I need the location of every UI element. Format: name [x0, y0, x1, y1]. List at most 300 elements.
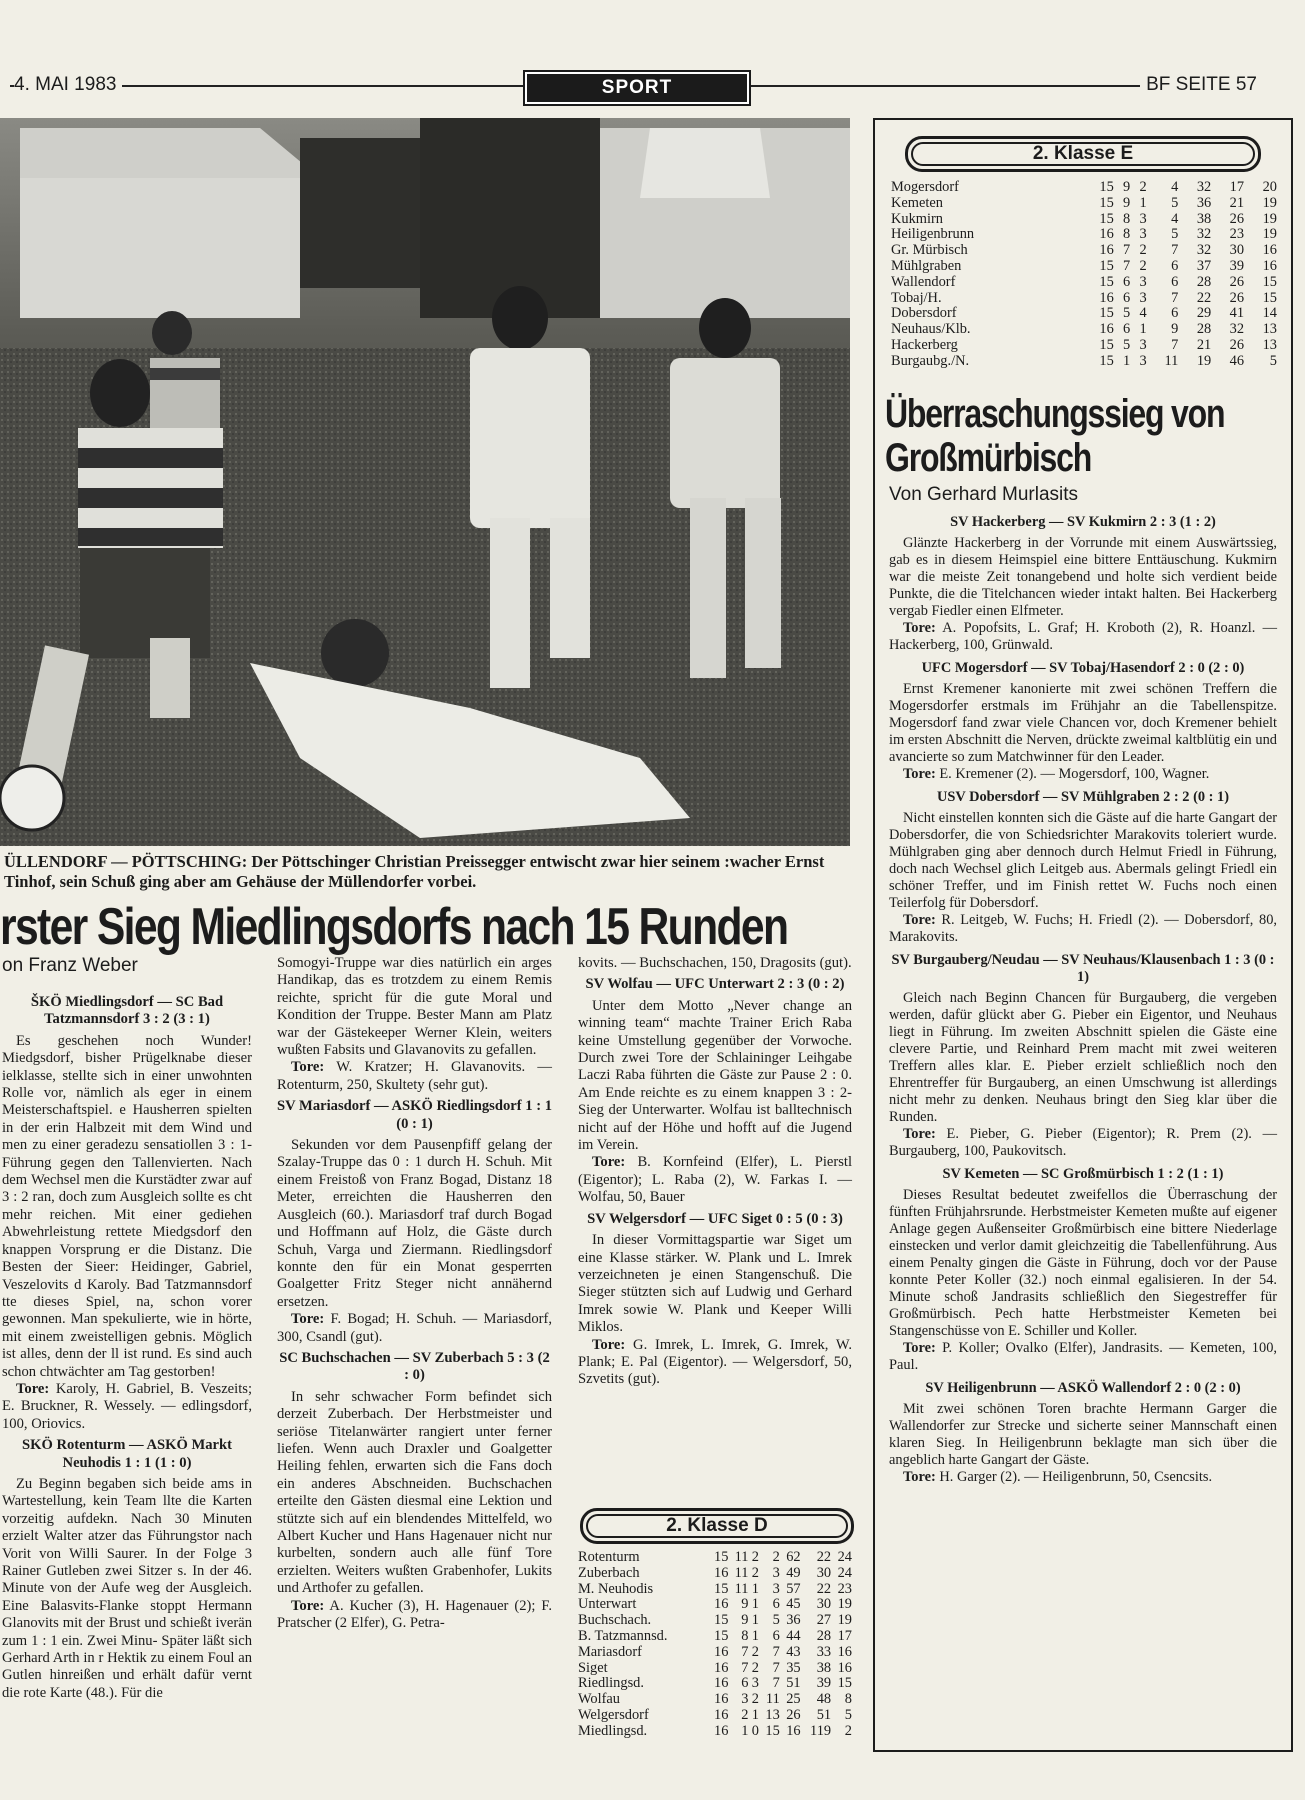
table-row [578, 1708, 852, 1724]
goals-label: Tore: [903, 1339, 936, 1356]
table-row [578, 1582, 852, 1598]
team-name: Siget [578, 1659, 608, 1676]
paragraph: Gleich nach Beginn Chancen für Burgauberg, die vergeben werden, dafür glückt aber G. Pieber ein Eigentor, und Neuhaus liegt in Führung. Im zweiten Abschnitt spielen die Gäste eine clevere Partie, und Reinhard Prem macht mit zwei weiteren Treffern alles klar. E. Pieber erzielt schließlich noch den Ehrentreffer für Burgauberg, an einen Umschwung ist allerdings nicht mehr zu denken. Neuhaus bringt den Sieg klar über die Runden. [889, 989, 1277, 1125]
stat-cell: 39 [816, 1675, 832, 1692]
team-name: Kukmirn [891, 210, 943, 227]
stat-cell: 7 [1171, 336, 1179, 353]
table-title-pill [580, 1508, 854, 1544]
stat-cell: 37 [1196, 257, 1212, 274]
paragraph: Glänzte Hackerberg in der Vorrunde mit einem Auswärtssieg, gab es in diesem Heimspiel eine bittere Enttäuschung. Kukmirn war die meiste Zeit tonangebend und holte sich verdient beide Punkte, die die Titelchancen wieder intakt halten. Bei Hackerberg vergab Fiedler einen Elfmeter. [889, 534, 1277, 619]
stat-cell: 11 [734, 1549, 749, 1565]
stat-cell: 15 [1099, 194, 1114, 211]
team-name: Kemeten [891, 194, 943, 211]
stat-cell: 3 [741, 1691, 749, 1708]
game-heading: SV Mariasdorf — ASKÖ Riedlingsdorf 1 : 1 (0 : 1) [277, 1098, 553, 1132]
team-name: Unterwart [578, 1596, 637, 1613]
game-heading: SV Welgersdorf — UFC Siget 0 : 5 (0 : 3) [587, 1210, 843, 1227]
stat-cell: 2 [1139, 242, 1147, 259]
goals-line [889, 1126, 1277, 1160]
stat-cell: 6 [1171, 305, 1179, 322]
goals-label: Tore: [903, 765, 936, 782]
stat-cell: 13 [1262, 336, 1277, 353]
goals-line [277, 1059, 552, 1094]
stat-cell: 26 [1229, 289, 1245, 306]
goals-label: Tore: [903, 1125, 936, 1142]
stat-cell: 2 [844, 1722, 852, 1739]
goals-text: A. Popofsits, L. Graf; H. Kroboth (2), R. Hoanzl. — Hackerberg, 100, Grünwald. [889, 619, 1277, 653]
table-row [578, 1724, 852, 1740]
header-date: 4. MAI 1983 [14, 74, 122, 96]
stat-cell: 4 [1171, 179, 1179, 195]
stat-cell: 32 [1196, 226, 1212, 243]
goals-text: G. Imrek, L. Imrek, G. Imrek, W. Plank; E. Pal (Eigentor). — Welgersdorf, 50, Szvetits (gut). [578, 1336, 852, 1388]
stat-cell: 27 [816, 1612, 832, 1629]
stat-cell: 19 [1262, 210, 1277, 227]
table-row [578, 1597, 852, 1613]
stat-cell: 33 [816, 1643, 832, 1660]
stat-cell: 11 [734, 1580, 749, 1597]
stat-cell: 23 [1229, 226, 1245, 243]
stat-cell: 16 [1099, 321, 1114, 338]
table-row [578, 1629, 852, 1645]
stat-cell: 8 [844, 1691, 852, 1708]
stat-cell: 16 [1099, 289, 1114, 306]
stat-cell: 24 [837, 1564, 852, 1581]
stat-cell: 14 [1262, 305, 1277, 322]
team-name: Burgaubg./N. [891, 352, 970, 369]
stat-cell: 51 [816, 1706, 832, 1723]
stat-cell: 16 [1262, 257, 1277, 274]
stat-cell: 7 [741, 1643, 749, 1660]
stat-cell: 15 [1099, 305, 1114, 322]
table-title: 2. Klasse E [1032, 143, 1134, 164]
stat-cell: 7 [741, 1659, 749, 1676]
stat-cell: 41 [1229, 305, 1245, 322]
paragraph: Es geschehen noch Wunder! Miedgsdorf, bisher Prügelknabe dieser ielklasse, stellte sich in einer unwohnten Rolle vor, nämlich als eger in einem Meisterschaftspiel. e Hausherren spielten in der erin Halbzeit mit dem Wind und men zu einer geradezu sensatiollen 3 : 1-Führung gegen den Tallenvierten. Nach dem Wechsel men die Kurstädter zwar auf 3 : 2 ran, doch zum Ausgleich sollte es cht mehr reichen. Mit einer gediehen Abwehrleistung rettete Miedgsdorf den knappen Vorsprung er die Distanz. Die Besten der Sieer: Heidinger, Gabriel, Veszelovits d Karoly. Bad Tatzmannsdorf tte dieses Spiel, na, schon vorer gewonnen. Man spekulierte, wie in hörte, mit einem zweistelligen gebnis. Möglich ist alles, denn der ll ist rund. Es sind auch schon chtwächter am Tag gestorben! [2, 1032, 252, 1380]
stat-cell: 46 [1229, 352, 1245, 369]
table-row [891, 180, 1277, 196]
table-row [891, 243, 1277, 259]
stat-cell: 15 [1099, 257, 1114, 274]
game-heading: SV Hackerberg — SV Kukmirn 2 : 3 (1 : 2) [950, 513, 1216, 530]
team-name: Mariasdorf [578, 1643, 642, 1660]
stat-cell: 15 [1262, 273, 1277, 290]
goals-line [578, 1337, 852, 1389]
stat-cell: 21 [1196, 336, 1212, 353]
team-name: Wolfau [578, 1691, 620, 1708]
stat-cell: 38 [816, 1659, 832, 1676]
table-row [578, 1676, 852, 1692]
stat-cell: 2 [751, 1659, 759, 1676]
stat-cell: 6 [772, 1596, 780, 1613]
paragraph: Somogyi-Truppe war dies natürlich ein arges Handikap, das es trotzdem zu einem Remis reichte, spricht für die gute Moral und Kondition der Truppe. Bester Mann am Platz war der Gästekeeper Werner Klein, weiters wußten Fabsits und Glavanovits zu gefallen. [277, 955, 552, 1059]
team-name: Buchschach. [578, 1612, 652, 1629]
stat-cell: 15 [1099, 336, 1114, 353]
stat-cell: 5 [772, 1612, 780, 1629]
stat-cell: 7 [1123, 242, 1131, 259]
stat-cell: 11 [1164, 352, 1179, 369]
paragraph: In sehr schwacher Form befindet sich derzeit Zuberbach. Der Herbstmeister und seriöse Titelanwärter rangiert unter ferner liefen. Wenn auch Draxler und Goalgetter Heiling fehlen, erwarten sich die Fans doch ein anderes Abschneiden. Buchschachen erteilte den Gästen diesmal eine Lektion und stützte sich auf ein blendendes Mittelfeld, wo Albert Kucher und Hans Hagenauer nicht nur kurbelten, sondern auch alle fünf Tore erzielten. Weiters wußten Grabenhofer, Lukits und Arthofer zu gefallen. [277, 1388, 552, 1597]
stat-cell: 8 [1123, 210, 1131, 227]
stat-cell: 2 [1139, 257, 1147, 274]
table-row [891, 196, 1277, 212]
goals-label: Tore: [291, 1311, 325, 1328]
table-row [891, 322, 1277, 338]
stat-cell: 5 [1123, 305, 1131, 322]
stat-cell: 9 [741, 1612, 749, 1629]
goals-line [578, 1154, 852, 1206]
table-row [891, 212, 1277, 228]
paragraph: Nicht einstellen konnten sich die Gäste auf die harte Gangart der Dobersdorfer, die von Schiedsrichter Marakovits toleriert wurde. Mühlgraben ging aber dennoch durch Helmut Friedl in Führung, doch nach Wechsel glich Leitgeb aus. Abermals gelingt Friedl ein schöner Treffer, und im Finish rettet W. Fuchs noch einen Teilerfolg für Dobersdorf. [889, 809, 1277, 911]
team-name: Wallendorf [891, 273, 956, 290]
goals-label: Tore: [291, 1597, 325, 1614]
goals-label: Tore: [592, 1336, 626, 1353]
sidebar-byline: Von Gerhard Murlasits [889, 483, 1079, 505]
article-column-3 [578, 955, 852, 1389]
stat-cell: 1 [1139, 194, 1147, 211]
game-heading: SV Wolfau — UFC Unterwart 2 : 3 (0 : 2) [585, 976, 845, 993]
team-name: Gr. Mürbisch [891, 242, 968, 259]
stat-cell: 1 [1139, 321, 1147, 338]
stat-cell: 21 [1229, 194, 1245, 211]
goals-text: R. Leitgeb, W. Fuchs; H. Friedl (2). — Dobersdorf, 80, Marakovits. [889, 911, 1277, 945]
stat-cell: 17 [837, 1627, 852, 1644]
paragraph: Mit zwei schönen Toren brachte Hermann Garger die Wallendorfer zur Strecke und sicherte seiner Mannschaft einen klaren Sieg. In Heiligenbrunn beklagte man sich über die angeblich harte Gangart der Gäste. [889, 1400, 1277, 1468]
stat-cell: 28 [1196, 273, 1212, 290]
stat-cell: 19 [1262, 194, 1277, 211]
team-name: Neuhaus/Klb. [891, 321, 971, 338]
section-label: SPORT [525, 72, 749, 104]
stat-cell: 51 [786, 1675, 801, 1692]
sidebar-article [889, 514, 1277, 1486]
stat-cell: 16 [714, 1564, 729, 1581]
stat-cell: 6 [1171, 273, 1179, 290]
stat-cell: 16 [714, 1691, 729, 1708]
stat-cell: 3 [1139, 352, 1147, 369]
stat-cell: 30 [816, 1564, 832, 1581]
stat-cell: 2 [751, 1564, 759, 1581]
stat-cell: 6 [741, 1675, 749, 1692]
stat-cell: 3 [1139, 210, 1147, 227]
team-name: Mühlgraben [891, 257, 962, 274]
match-photo [0, 118, 850, 846]
game-heading: SC Buchschachen — SV Zuberbach 5 : 3 (2 : 0) [279, 1349, 550, 1384]
stat-cell: 15 [1099, 210, 1114, 227]
goals-label: Tore: [291, 1059, 325, 1076]
stat-cell: 1 [751, 1580, 759, 1597]
stat-cell: 15 [837, 1675, 852, 1692]
stat-cell: 2 [751, 1643, 759, 1660]
article-column-2 [277, 955, 552, 1632]
game-heading: USV Dobersdorf — SV Mühlgraben 2 : 2 (0 : 1) [936, 788, 1230, 805]
stat-cell: 7 [1123, 257, 1131, 274]
stat-cell: 26 [786, 1706, 801, 1723]
game-heading: SV Burgauberg/Neudau — SV Neuhaus/Klausenbach 1 : 3 (0 : 1) [891, 951, 1275, 985]
stat-cell: 15 [714, 1627, 729, 1644]
stat-cell: 16 [1262, 242, 1277, 259]
stat-cell: 3 [1139, 273, 1147, 290]
stat-cell: 11 [734, 1564, 749, 1581]
stat-cell: 8 [1123, 226, 1131, 243]
stat-cell: 2 [751, 1691, 759, 1708]
team-name: Tobaj/H. [891, 289, 942, 306]
stat-cell: 15 [1262, 289, 1277, 306]
stat-cell: 15 [714, 1580, 729, 1597]
stat-cell: 39 [1229, 257, 1245, 274]
goals-text: E. Kremener (2). — Mogersdorf, 100, Wagner. [935, 765, 1210, 782]
stat-cell: 15 [714, 1612, 729, 1629]
stat-cell: 11 [765, 1691, 780, 1708]
stat-cell: 1 [751, 1612, 759, 1629]
table-row [578, 1661, 852, 1677]
stat-cell: 5 [1171, 226, 1179, 243]
stat-cell: 1 [751, 1596, 759, 1613]
standings-table [891, 180, 1277, 370]
team-name: Hackerberg [891, 336, 958, 353]
stat-cell: 19 [1262, 226, 1277, 243]
stat-cell: 26 [1229, 336, 1245, 353]
stat-cell: 49 [786, 1564, 801, 1581]
stat-cell: 9 [1171, 321, 1179, 338]
stat-cell: 24 [837, 1549, 852, 1565]
table-row [578, 1692, 852, 1708]
stat-cell: 6 [1123, 289, 1131, 306]
stat-cell: 45 [786, 1596, 801, 1613]
stat-cell: 7 [772, 1643, 780, 1660]
stat-cell: 28 [1196, 321, 1212, 338]
goals-line [889, 620, 1277, 654]
stat-cell: 20 [1262, 179, 1277, 195]
game-heading: UFC Mogersdorf — SV Tobaj/Hasendorf 2 : 0 (2 : 0) [921, 659, 1245, 676]
stat-cell: 57 [786, 1580, 801, 1597]
stat-cell: 2 [741, 1706, 749, 1723]
table-row [891, 291, 1277, 307]
paragraph: Unter dem Motto „Never change an winning team“ machte Trainer Erich Raba keine Umstellung gegenüber der Vorwoche. Durch zwei Tore der Schlaininger Leihgabe Laczi Raba führten die Gäste zur Pause 2 : 0. Am Ende reichte es zu einem knappen 3 : 2-Sieg der Unterwarter. Wolfau ist balltechnisch nicht auf der Höhe und hofft auf die Jugend im Verein. [578, 997, 852, 1154]
team-name: Dobersdorf [891, 305, 957, 322]
stat-cell: 7 [1171, 242, 1179, 259]
stat-cell: 5 [1269, 352, 1277, 369]
stat-cell: 32 [1196, 179, 1212, 195]
stat-cell: 16 [1099, 242, 1114, 259]
stat-cell: 36 [786, 1612, 801, 1629]
stat-cell: 7 [1171, 289, 1179, 306]
stat-cell: 44 [786, 1627, 801, 1644]
stat-cell: 16 [1099, 226, 1114, 243]
paragraph: Zu Beginn begaben sich beide ams in Wartestellung, kein Team llte die Karten vorzeitig aufdekn. Nach 30 Minuten erzielt Walter atzer das Führungstor nach Vorit von Willi Saurer. In der Folge 3 Rainer Gutleben zwei Sitzer s. In der 46. Minute von der Aufe weg der Ausgleich. Eine Balasvits-Flanke stoppt Hermann Glanovits mit der Brust und schießt iverän zum 1 : 1 ein. Zwei Minu- Später läßt sich Gerhard Arth in r Hektik zu einem Foul an Gutlen hinreißen und erhält dafür vernt die rote Karte (48.). Für die [2, 1475, 252, 1701]
main-byline: on Franz Weber [2, 955, 138, 976]
stat-cell: 8 [741, 1627, 749, 1644]
team-name: B. Tatzmannsd. [578, 1627, 668, 1644]
paragraph: In dieser Vormittagspartie war Siget um eine Klasse stärker. W. Plank und L. Imrek verzeichneten je einen Stangenschuß. Die Sieger stützten sich auf Ludwig und Gerhard Imrek sowie W. Plank und Keeper Willi Miklos. [578, 1232, 852, 1336]
stat-cell: 6 [772, 1627, 780, 1644]
stat-cell: 3 [751, 1675, 759, 1692]
stat-cell: 16 [714, 1722, 729, 1739]
goals-label: Tore: [903, 1468, 936, 1485]
paragraph: Dieses Resultat bedeutet zweifellos die Überraschung der fünften Frühjahrsrunde. Herbstmeister Kemeten mußte auf eigener Anlage gegen Außenseiter Großmürbisch eine bittere Niederlage einstecken und verlor damit gleichzeitig die Tabellenführung. Aus einem Penalty gingen die Gäste in Führung, doch vor der Pause konnte Peter Koller (32.) noch einmal egalisieren. In der 54. Minute schoß Jandrasits schließlich den Siegestreffer für Großmürbisch. Pech hatte Herbstmeister Kemeten bei Stangenschüsse von E. Schiller und Koller. [889, 1186, 1277, 1339]
stat-cell: 25 [786, 1691, 801, 1708]
stat-cell: 4 [1139, 305, 1147, 322]
stat-cell: 5 [844, 1706, 852, 1723]
article-column-1 [2, 990, 252, 1702]
stat-cell: 38 [1196, 210, 1212, 227]
photo-caption: ÜLLENDORF — PÖTTSCHING: Der Pöttschinger Christian Preissegger entwischt zwar hier seinem :wacher Ernst Tinhof, sein Schuß ging aber am Gehäuse der Müllendorfer vorbei. [4, 852, 825, 891]
goals-line [889, 912, 1277, 946]
table-row [891, 306, 1277, 322]
stat-cell: 6 [1123, 321, 1131, 338]
stat-cell: 17 [1229, 179, 1245, 195]
stat-cell: 22 [816, 1549, 832, 1565]
goals-text: F. Bogad; H. Schuh. — Mariasdorf, 300, Csandl (gut). [277, 1311, 552, 1345]
stat-cell: 62 [786, 1549, 801, 1565]
paragraph: kovits. — Buchschachen, 150, Dragosits (gut). [578, 955, 852, 971]
stat-cell: 4 [1171, 210, 1179, 227]
stat-cell: 0 [751, 1722, 759, 1739]
stat-cell: 15 [1099, 352, 1114, 369]
stat-cell: 32 [1196, 242, 1212, 259]
table-row [578, 1645, 852, 1661]
stat-cell: 15 [714, 1549, 729, 1565]
stat-cell: 119 [810, 1722, 832, 1739]
stat-cell: 16 [714, 1675, 729, 1692]
team-name: Riedlingsd. [578, 1675, 644, 1692]
goals-text: W. Kratzer; H. Glavanovits. — Rotenturm, 250, Skultety (sehr gut). [277, 1059, 552, 1093]
table-row [891, 338, 1277, 354]
stat-cell: 3 [772, 1580, 780, 1597]
standings-table [578, 1550, 852, 1740]
stat-cell: 15 [765, 1722, 780, 1739]
goals-label: Tore: [903, 619, 936, 636]
stat-cell: 2 [751, 1549, 759, 1565]
table-row [891, 275, 1277, 291]
stat-cell: 23 [837, 1580, 852, 1597]
table-row [578, 1550, 852, 1566]
stat-cell: 7 [772, 1659, 780, 1676]
game-heading: SV Heiligenbrunn — ASKÖ Wallendorf 2 : 0 (2 : 0) [925, 1379, 1241, 1396]
goals-line [889, 766, 1277, 783]
stat-cell: 13 [1262, 321, 1277, 338]
standings-klasse-d [578, 1508, 852, 1740]
stat-cell: 3 [772, 1564, 780, 1581]
stat-cell: 15 [1099, 273, 1114, 290]
stat-cell: 30 [816, 1596, 832, 1613]
goals-line [277, 1598, 552, 1633]
stat-cell: 1 [751, 1627, 759, 1644]
goals-line [889, 1469, 1277, 1486]
page-header [0, 72, 1305, 102]
goals-label: Tore: [16, 1380, 50, 1397]
stat-cell: 48 [816, 1691, 832, 1708]
goals-text: B. Kornfeind (Elfer), L. Pierstl (Eigentor); L. Raba (2), W. Farkas I. — Wolfau, 50, Bauer [578, 1154, 852, 1206]
table-row [891, 227, 1277, 243]
stat-cell: 6 [1171, 257, 1179, 274]
goals-label: Tore: [592, 1154, 626, 1171]
stat-cell: 19 [837, 1596, 852, 1613]
table-row [578, 1566, 852, 1582]
game-heading: SKÖ Rotenturm — ASKÖ Markt Neuhodis 1 : 1 (1 : 0) [22, 1437, 232, 1471]
stat-cell: 1 [751, 1706, 759, 1723]
goals-line [2, 1381, 252, 1433]
stat-cell: 3 [1139, 336, 1147, 353]
stat-cell: 32 [1229, 321, 1245, 338]
stat-cell: 5 [1123, 336, 1131, 353]
table-title: 2. Klasse D [666, 1515, 768, 1536]
sidebar-headline: Überraschungssieg von Großmürbisch [885, 391, 1225, 480]
stat-cell: 16 [786, 1722, 801, 1739]
stat-cell: 16 [837, 1643, 852, 1660]
team-name: Welgersdorf [578, 1706, 649, 1723]
stat-cell: 13 [765, 1706, 780, 1723]
stat-cell: 16 [714, 1706, 729, 1723]
table-row [891, 259, 1277, 275]
goals-label: Tore: [903, 911, 936, 928]
stat-cell: 43 [786, 1643, 801, 1660]
stat-cell: 1 [1123, 352, 1131, 369]
stat-cell: 30 [1229, 242, 1245, 259]
team-name: Miedlingsd. [578, 1722, 648, 1739]
stat-cell: 26 [1229, 273, 1245, 290]
stat-cell: 9 [1123, 179, 1131, 195]
stat-cell: 16 [714, 1659, 729, 1676]
team-name: M. Neuhodis [578, 1580, 654, 1597]
main-headline: rster Sieg Miedlingsdorfs nach 15 Runden [0, 898, 788, 956]
stat-cell: 28 [816, 1627, 832, 1644]
team-name: Mogersdorf [891, 179, 959, 195]
table-row [891, 354, 1277, 370]
team-name: Rotenturm [578, 1549, 640, 1565]
game-heading: SV Kemeten — SC Großmürbisch 1 : 2 (1 : 1) [942, 1165, 1224, 1182]
stat-cell: 16 [714, 1643, 729, 1660]
stat-cell: 22 [816, 1580, 832, 1597]
stat-cell: 7 [772, 1675, 780, 1692]
stat-cell: 16 [714, 1596, 729, 1613]
stat-cell: 9 [741, 1596, 749, 1613]
stat-cell: 3 [1139, 289, 1147, 306]
stat-cell: 15 [1099, 179, 1114, 195]
stat-cell: 16 [837, 1659, 852, 1676]
game-heading: ŠKÖ Miedlingsdorf — SC Bad Tatzmannsdorf 3 : 2 (3 : 1) [30, 994, 224, 1028]
paragraph: Ernst Kremener kanonierte mit zwei schönen Treffern die Mogersdorfer erstmals im Frühjahr an die Tabellenspitze. Mogersdorf fand zwar viele Chancen vor, doch Kremener behielt im ersten Abschnitt die Nerven, drückte zweimal kaltblütig ein und avancierte so zum Matchwinner für den Leader. [889, 680, 1277, 765]
team-name: Heiligenbrunn [891, 226, 975, 243]
table-row [578, 1613, 852, 1629]
stat-cell: 3 [1139, 226, 1147, 243]
stat-cell: 35 [786, 1659, 801, 1676]
table-title-pill [905, 136, 1261, 172]
goals-text: H. Garger (2). — Heiligenbrunn, 50, Csencsits. [935, 1468, 1213, 1485]
stat-cell: 2 [1139, 179, 1147, 195]
stat-cell: 36 [1196, 194, 1212, 211]
stat-cell: 5 [1171, 194, 1179, 211]
stat-cell: 19 [837, 1612, 852, 1629]
goals-text: A. Kucher (3), H. Hagenauer (2); F. Pratscher (2 Elfer), G. Petra- [277, 1597, 552, 1632]
stat-cell: 22 [1196, 289, 1212, 306]
stat-cell: 19 [1196, 352, 1212, 369]
stat-cell: 26 [1229, 210, 1245, 227]
goals-text: P. Koller; Ovalko (Elfer), Jandrasits. — Kemeten, 100, Paul. [889, 1339, 1277, 1373]
goals-text: Karoly, H. Gabriel, B. Veszeits; E. Bruckner, R. Wessely. — edlingsdorf, 100, Oriovics. [2, 1380, 252, 1432]
paragraph: Sekunden vor dem Pausenpfiff gelang der Szalay-Truppe das 0 : 1 durch H. Schuh. Mit einem Freistoß von Franz Bogad, Distanz 18 Meter, erreichten die Hausherren den Ausgleich (60.). Mariasdorf traf durch Bogad und Hoffmann auf Holz, die Gäste durch Schuh, Varga und Ziermann. Riedlingsdorf konnte den für ein Monat gesperrten Goalgetter Fritz Steger nicht annähernd ersetzen. [277, 1137, 552, 1310]
team-name: Zuberbach [578, 1564, 640, 1581]
stat-cell: 1 [741, 1722, 749, 1739]
sidebar-box [873, 118, 1293, 1752]
goals-line [889, 1340, 1277, 1374]
page-number: BF SEITE 57 [1140, 74, 1257, 96]
stat-cell: 6 [1123, 273, 1131, 290]
stat-cell: 29 [1196, 305, 1212, 322]
goals-line [277, 1311, 552, 1346]
goals-text: E. Pieber, G. Pieber (Eigentor); R. Prem (2). — Burgauberg, 100, Paukovitsch. [889, 1125, 1277, 1159]
stat-cell: 2 [772, 1549, 780, 1565]
stat-cell: 9 [1123, 194, 1131, 211]
